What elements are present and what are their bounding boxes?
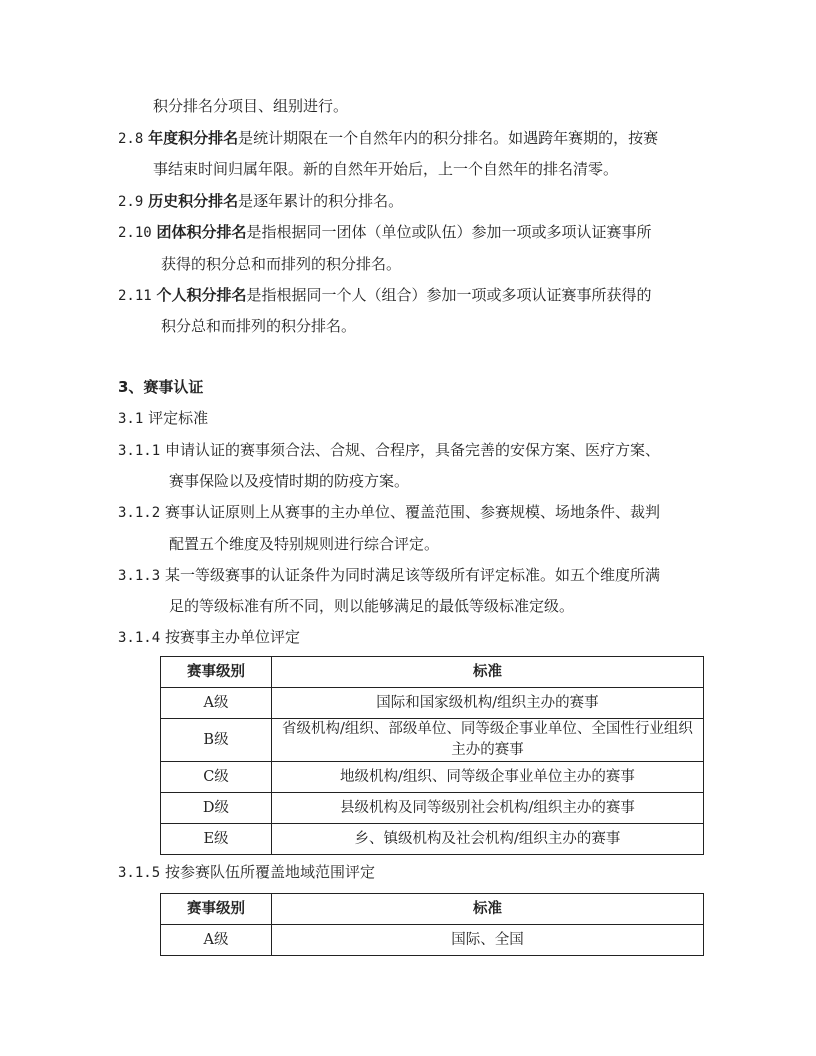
clause-2-11-continuation (161, 316, 356, 336)
clause-text: 按赛事主办单位评定 (164, 628, 300, 646)
column-header: 标准 (272, 894, 704, 925)
clause-text: 获得的积分总和而排列的积分排名。 (161, 255, 402, 273)
clause-3-1-3-continuation (169, 596, 574, 616)
standard-cell: 省级机构/组织、部级单位、同等级企事业单位、全国性行业组织主办的赛事 (272, 719, 704, 762)
clause-2-10-continuation (161, 254, 401, 274)
table-header-row (161, 657, 704, 688)
clause-3-1-1 (118, 440, 660, 461)
clause-text: 配置五个维度及特别规则进行综合评定。 (169, 535, 440, 553)
clause-text: 事结束时间归属年限。新的自然年开始后，上一个自然年的排名清零。 (153, 160, 619, 178)
standard-cell: 国际、全国 (272, 925, 704, 956)
clause-text: 申请认证的赛事须合法、合规、合程序，具备完善的安保方案、医疗方案、 (164, 441, 660, 459)
clause-term: 历史积分排名 (148, 192, 239, 210)
column-header: 赛事级别 (161, 894, 272, 925)
standard-cell: 国际和国家级机构/组织主办的赛事 (272, 688, 704, 719)
standard-cell: 地级机构/组织、同等级企事业单位主办的赛事 (272, 762, 704, 793)
clause-number: 2.8 (118, 131, 144, 147)
clause-term: 年度积分排名 (148, 129, 239, 147)
clause-text: 是指根据同一团体（单位或队伍）参加一项或多项认证赛事所 (246, 223, 652, 241)
table-row (161, 925, 704, 956)
table-row (161, 719, 704, 762)
clause-term: 团体积分排名 (156, 223, 247, 241)
standard-cell: 乡、镇级机构及社会机构/组织主办的赛事 (272, 824, 704, 855)
column-header: 标准 (272, 657, 704, 688)
clause-3-1-3 (118, 565, 660, 586)
level-cell: E级 (161, 824, 272, 855)
clause-text: 是指根据同一个人（组合）参加一项或多项认证赛事所获得的 (246, 286, 652, 304)
clause-term: 个人积分排名 (156, 286, 247, 304)
clause-text: 按参赛队伍所覆盖地域范围评定 (164, 863, 375, 881)
clause-text: 是逐年累计的积分排名。 (238, 192, 404, 210)
clause-number: 2.10 (118, 225, 152, 241)
clause-number: 3.1.1 (118, 443, 161, 459)
paragraph-continuation (153, 96, 348, 116)
table-row (161, 793, 704, 824)
clause-2-8 (118, 128, 658, 149)
clause-number: 3.1.5 (118, 865, 161, 881)
clause-number: 3.1.4 (118, 630, 161, 646)
clause-text: 评定标准 (148, 409, 209, 427)
clause-number: 2.11 (118, 288, 152, 304)
level-cell: D级 (161, 793, 272, 824)
level-cell: A级 (161, 925, 272, 956)
clause-2-9 (118, 191, 403, 212)
clause-number: 3.1.3 (118, 568, 161, 584)
clause-2-8-continuation (153, 159, 618, 179)
clause-3-1 (118, 408, 208, 429)
clause-2-11 (118, 285, 652, 306)
table-row (161, 824, 704, 855)
clause-3-1-5 (118, 862, 375, 883)
organizer-level-table (160, 656, 704, 855)
column-header: 赛事级别 (161, 657, 272, 688)
clause-text: 某一等级赛事的认证条件为同时满足该等级所有评定标准。如五个维度所满 (164, 566, 660, 584)
table-row (161, 762, 704, 793)
clause-3-1-2-continuation (169, 534, 439, 554)
clause-text: 是统计期限在一个自然年内的积分排名。如遇跨年赛期的，按赛 (238, 129, 659, 147)
level-cell: A级 (161, 688, 272, 719)
level-cell: C级 (161, 762, 272, 793)
clause-3-1-2 (118, 502, 660, 523)
table-header-row (161, 894, 704, 925)
table-row (161, 688, 704, 719)
section-heading: 3、赛事认证 (118, 378, 204, 396)
clause-number: 3.1 (118, 411, 144, 427)
clause-text: 积分总和而排列的积分排名。 (161, 317, 357, 335)
paragraph-text: 积分排名分项目、组别进行。 (153, 97, 349, 115)
clause-number: 2.9 (118, 194, 144, 210)
standard-cell: 县级机构及同等级别社会机构/组织主办的赛事 (272, 793, 704, 824)
clause-3-1-4 (118, 627, 300, 648)
level-cell: B级 (161, 719, 272, 762)
clause-text: 赛事认证原则上从赛事的主办单位、覆盖范围、参赛规模、场地条件、裁判 (164, 503, 660, 521)
clause-2-10 (118, 222, 652, 243)
clause-3-1-1-continuation (169, 471, 409, 491)
clause-text: 赛事保险以及疫情时期的防疫方案。 (169, 472, 410, 490)
clause-number: 3.1.2 (118, 505, 161, 521)
coverage-level-table (160, 893, 704, 956)
clause-text: 足的等级标准有所不同，则以能够满足的最低等级标准定级。 (169, 597, 575, 615)
